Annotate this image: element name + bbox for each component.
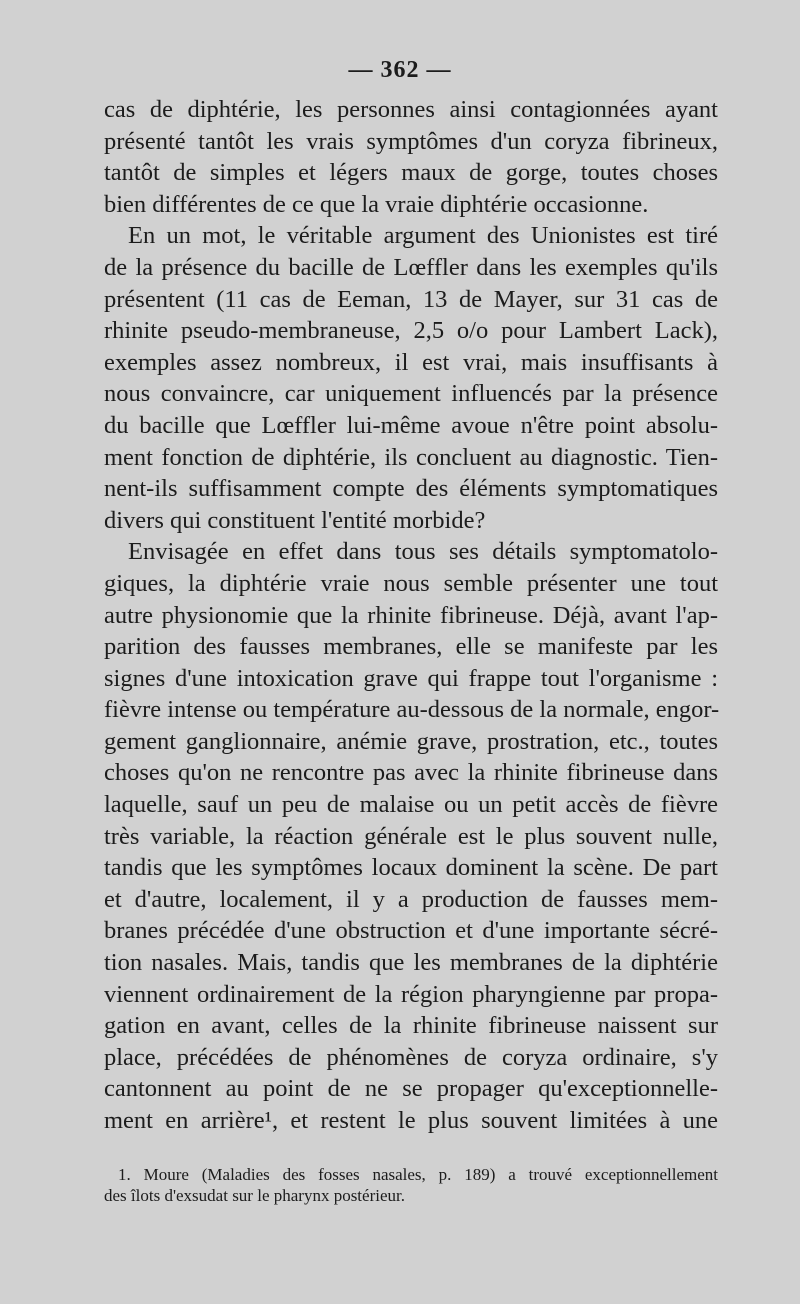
page-number: — 362 — xyxy=(348,57,452,83)
text-line: nent-ils suffisamment compte des éléments symptomatiques xyxy=(104,475,718,503)
text-line: tion nasales. Mais, tandis que les membranes de la diphtérie xyxy=(104,949,718,977)
text-line: gation en avant, celles de la rhinite fibrineuse naissent sur xyxy=(104,1012,718,1040)
text-line: exemples assez nombreux, il est vrai, mais insuffisants à xyxy=(104,348,718,376)
text-line: viennent ordinairement de la région pharyngienne par propa- xyxy=(104,980,718,1008)
text-line: giques, la diphtérie vraie nous semble présenter une tout xyxy=(104,569,718,597)
text-line: bien différentes de ce que la vraie diphtérie occasionne. xyxy=(104,190,649,218)
text-line: place, précédées de phénomènes de coryza ordinaire, s'y xyxy=(104,1043,718,1071)
text-line: tantôt de simples et légers maux de gorge, toutes choses xyxy=(104,159,718,187)
text-line: nous convaincre, car uniquement influencés par la présence xyxy=(104,380,718,408)
text-line: tandis que les symptômes locaux dominent la scène. De part xyxy=(104,854,718,882)
text-line: et d'autre, localement, il y a production de fausses mem- xyxy=(104,885,718,913)
text-line: parition des fausses membranes, elle se manifeste par les xyxy=(104,633,718,661)
text-line: gement ganglionnaire, anémie grave, prostration, etc., toutes xyxy=(104,727,718,755)
text-line: divers qui constituent l'entité morbide? xyxy=(104,506,486,534)
text-line: fièvre intense ou température au-dessous de la normale, engor- xyxy=(104,696,720,724)
text-line: signes d'une intoxication grave qui frappe tout l'organisme : xyxy=(104,664,718,692)
text-line: ment en arrière¹, et restent le plus souvent limitées à une xyxy=(104,1107,718,1134)
text-line: rhinite pseudo-membraneuse, 2,5 o/o pour Lambert Lack), xyxy=(104,317,718,345)
body-text xyxy=(104,94,718,1137)
text-line: présenté tantôt les vrais symptômes d'un coryza fibrineux, xyxy=(104,127,718,155)
text-line: En un mot, le véritable argument des Unionistes est tiré xyxy=(128,222,718,250)
text-line: de la présence du bacille de Lœffler dans les exemples qu'ils xyxy=(104,253,718,281)
footnote-line: des îlots d'exsudat sur le pharynx postérieur. xyxy=(104,1186,405,1205)
footnote-line: 1. Moure (Maladies des fosses nasales, p. 189) a trouvé exceptionnellement xyxy=(118,1165,718,1184)
text-line: très variable, la réaction générale est le plus souvent nulle, xyxy=(104,822,718,850)
text-line: cas de diphtérie, les personnes ainsi contagionnées ayant xyxy=(104,96,718,123)
text-line: choses qu'on ne rencontre pas avec la rhinite fibrineuse dans xyxy=(104,759,718,787)
text-line: laquelle, sauf un peu de malaise ou un petit accès de fièvre xyxy=(104,791,718,819)
text-line: branes précédée d'une obstruction et d'une importante sécré- xyxy=(104,917,718,945)
text-line: autre physionomie que la rhinite fibrineuse. Déjà, avant l'ap- xyxy=(104,601,718,629)
footnotes xyxy=(104,1164,718,1206)
text-line: du bacille que Lœffler lui-même avoue n'être point absolu- xyxy=(104,411,718,439)
text-line: présentent (11 cas de Eeman, 13 de Mayer, sur 31 cas de xyxy=(104,285,718,313)
text-line: cantonnent au point de ne se propager qu'exceptionnelle- xyxy=(104,1075,718,1103)
text-line: Envisagée en effet dans tous ses détails symptomatolo- xyxy=(128,538,718,566)
text-line: ment fonction de diphtérie, ils concluent au diagnostic. Tien- xyxy=(104,443,718,471)
